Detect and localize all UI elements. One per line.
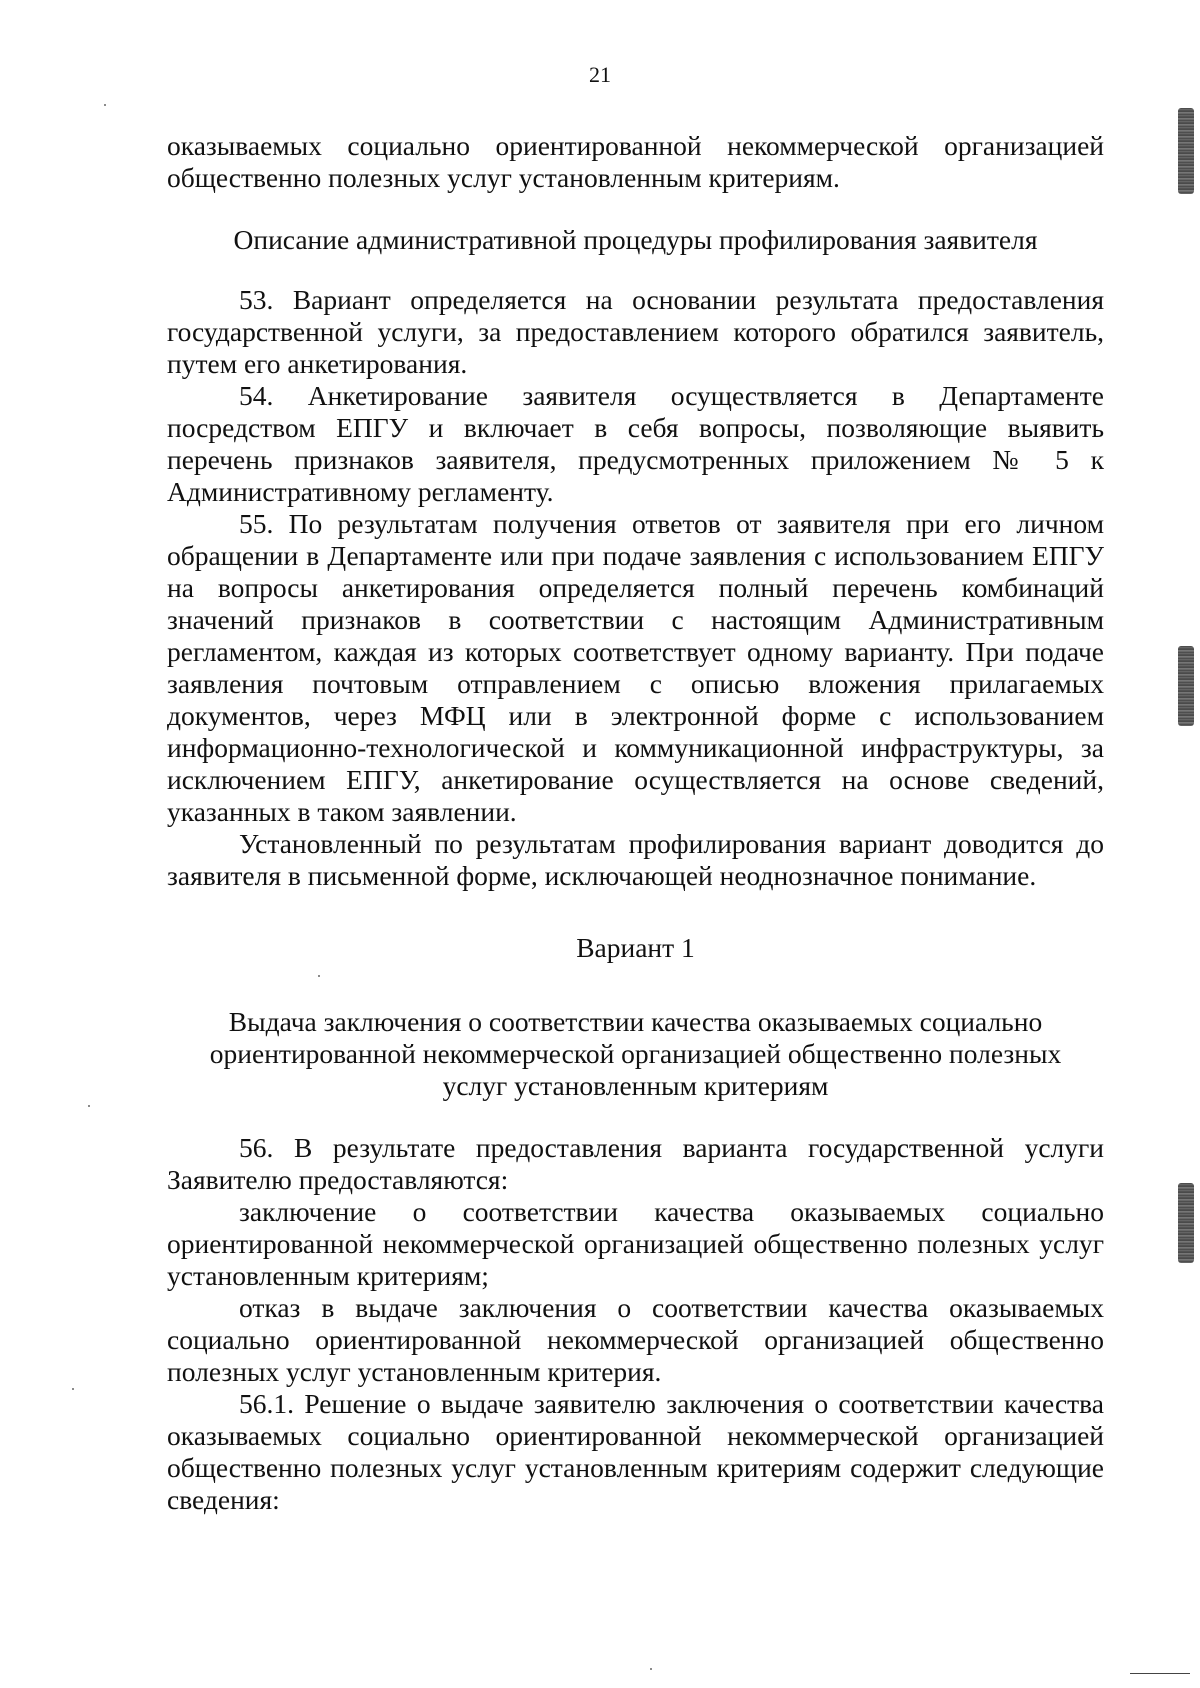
paragraph-54: 54. Анкетирование заявителя осуществляется в Департаменте посредством ЕПГУ и включает в себя вопросы, позволяющие выявить перечень признаков заявителя, предусмотренных приложением № 5 к Административному регламенту. <box>167 380 1104 507</box>
paragraph-continuation: оказываемых социально ориентированной некоммерческой организацией общественно полезных услуг установленным критериям. <box>167 130 1104 193</box>
binding-hole-mark <box>1178 108 1194 194</box>
scan-speck <box>72 1388 74 1390</box>
document-body <box>167 130 1104 1516</box>
paragraph-established-variant: Установленный по результатам профилирования вариант доводится до заявителя в письменной форме, исключающей неоднозначное понимание. <box>167 828 1104 891</box>
paragraph-56: 56. В результате предоставления варианта государственной услуги Заявителю предоставляются: <box>167 1132 1104 1195</box>
paragraph-56-item-1: заключение о соответствии качества оказываемых социально ориентированной некоммерческой организацией общественно полезных услуг установленным критериям; <box>167 1196 1104 1291</box>
binding-hole-mark <box>1178 1183 1194 1263</box>
scan-speck <box>318 975 320 977</box>
paragraph-55: 55. По результатам получения ответов от заявителя при его личном обращении в Департаменте или при подаче заявления с использованием ЕПГУ на вопросы анкетирования определяется полный перечень комбинаций значений признаков в соответствии с настоящим Административным регламентом, каждая из которых соответствует одному варианту. При подаче заявления почтовым отправлением с описью вложения прилагаемых документов, через МФЦ или в электронной форме с использованием информационно-технологической и коммуникационной инфраструктуры, за исключением ЕПГУ, анкетирование осуществляется на основе сведений, указанных в таком заявлении. <box>167 508 1104 827</box>
binding-hole-mark <box>1178 646 1194 726</box>
variant-heading: Вариант 1 <box>576 932 695 963</box>
page-number: 21 <box>589 62 611 87</box>
scan-speck <box>104 104 106 106</box>
scan-edge-line <box>1130 1673 1190 1674</box>
paragraph-56-item-2: отказ в выдаче заключения о соответствии качества оказываемых социально ориентированной некоммерческой организацией общественно полезных услуг установленным критерия. <box>167 1292 1104 1387</box>
paragraph-56-1: 56.1. Решение о выдаче заявителю заключения о соответствии качества оказываемых социально ориентированной некоммерческой организацией общественно полезных услуг установленным критериям содержит следующие сведения: <box>167 1388 1104 1515</box>
scan-speck <box>650 1668 652 1670</box>
scan-speck <box>88 1105 90 1107</box>
section-heading-profiling: Описание административной процедуры профилирования заявителя <box>233 224 1038 255</box>
variant-title: Выдача заключения о соответствии качества оказываемых социально ориентированной некоммерческой организацией общественно полезных услуг установленным критериям <box>209 1006 1062 1101</box>
paragraph-53: 53. Вариант определяется на основании результата предоставления государственной услуги, за предоставлением которого обратился заявитель, путем его анкетирования. <box>167 284 1104 379</box>
